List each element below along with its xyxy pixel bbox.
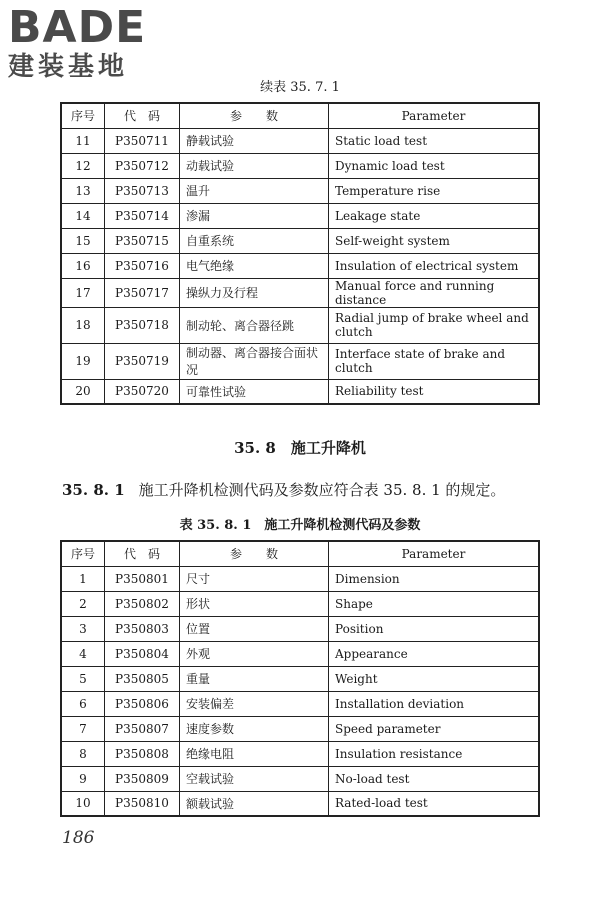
cell-cn: 温升: [180, 178, 329, 203]
table-row: [61, 128, 539, 153]
cell-code: P350715: [105, 228, 180, 253]
cell-no: 11: [61, 128, 105, 153]
cell-cn: 制动轮、离合器径跳: [180, 307, 329, 343]
cell-cn: 可靠性试验: [180, 379, 329, 404]
header-code: 代 码: [105, 541, 180, 566]
cell-code: P350714: [105, 203, 180, 228]
cell-no: 9: [61, 766, 105, 791]
cell-en: Leakage state: [329, 203, 540, 228]
cell-cn: 空载试验: [180, 766, 329, 791]
cell-en: Dimension: [329, 566, 540, 591]
cell-code: P350801: [105, 566, 180, 591]
logo-text-cn: 建装基地: [8, 52, 129, 82]
table-row: [61, 616, 539, 641]
cell-en: Appearance: [329, 641, 540, 666]
cell-cn: 绝缘电阻: [180, 741, 329, 766]
cell-code: P350713: [105, 178, 180, 203]
clause-35-8-1: [62, 479, 562, 500]
cell-cn: 静载试验: [180, 128, 329, 153]
table-row: [61, 691, 539, 716]
cell-cn: 制动器、离合器接合面状况: [180, 343, 329, 379]
cell-code: P350716: [105, 253, 180, 278]
cell-cn: 尺寸: [180, 566, 329, 591]
cell-no: 8: [61, 741, 105, 766]
cell-code: P350717: [105, 278, 180, 307]
cell-en: Insulation of electrical system: [329, 253, 540, 278]
cell-no: 4: [61, 641, 105, 666]
cell-no: 13: [61, 178, 105, 203]
cell-cn: 渗漏: [180, 203, 329, 228]
cell-code: P350810: [105, 791, 180, 816]
header-cn: 参 数: [180, 103, 329, 128]
table-row: [61, 641, 539, 666]
table-row: [61, 566, 539, 591]
cell-en: Self-weight system: [329, 228, 540, 253]
cell-no: 14: [61, 203, 105, 228]
cell-code: P350719: [105, 343, 180, 379]
cell-en: Radial jump of brake wheel and clutch: [329, 307, 540, 343]
cell-en: Weight: [329, 666, 540, 691]
clause-text: 施工升降机检测代码及参数应符合表 35. 8. 1 的规定。: [138, 481, 506, 499]
cell-no: 7: [61, 716, 105, 741]
cell-no: 1: [61, 566, 105, 591]
cell-en: No-load test: [329, 766, 540, 791]
table-row: [61, 591, 539, 616]
cell-en: Position: [329, 616, 540, 641]
cell-code: P350808: [105, 741, 180, 766]
table-row: [61, 716, 539, 741]
table2-caption: 表 35. 8. 1 施工升降机检测代码及参数: [179, 518, 421, 533]
cell-no: 17: [61, 278, 105, 307]
table-row: [61, 153, 539, 178]
cell-cn: 重量: [180, 666, 329, 691]
table-row: [61, 278, 539, 307]
table-row: [61, 343, 539, 379]
table1-header-row: [61, 103, 539, 128]
cell-code: P350720: [105, 379, 180, 404]
header-code: 代 码: [105, 103, 180, 128]
cell-en: Installation deviation: [329, 691, 540, 716]
header-en: Parameter: [329, 541, 540, 566]
cell-no: 10: [61, 791, 105, 816]
cell-code: P350802: [105, 591, 180, 616]
cell-en: Shape: [329, 591, 540, 616]
table-row: [61, 666, 539, 691]
bade-logo: [8, 4, 178, 82]
cell-code: P350712: [105, 153, 180, 178]
cell-code: P350809: [105, 766, 180, 791]
table2-header-row: [61, 541, 539, 566]
cell-no: 19: [61, 343, 105, 379]
cell-cn: 位置: [180, 616, 329, 641]
clause-number: 35. 8. 1: [62, 481, 125, 499]
table-row: [61, 253, 539, 278]
page-number: 186: [62, 828, 95, 848]
table-row: [61, 379, 539, 404]
cell-no: 18: [61, 307, 105, 343]
table1-caption: 续表 35. 7. 1: [260, 80, 340, 95]
cell-en: Speed parameter: [329, 716, 540, 741]
cell-cn: 速度参数: [180, 716, 329, 741]
table-row: [61, 228, 539, 253]
table-row: [61, 203, 539, 228]
table-row: [61, 766, 539, 791]
cell-cn: 自重系统: [180, 228, 329, 253]
cell-no: 6: [61, 691, 105, 716]
cell-cn: 操纵力及行程: [180, 278, 329, 307]
section-title: 35. 8 施工升降机: [234, 439, 366, 457]
cell-en: Static load test: [329, 128, 540, 153]
header-no: 序号: [61, 541, 105, 566]
cell-code: P350711: [105, 128, 180, 153]
cell-code: P350804: [105, 641, 180, 666]
cell-no: 20: [61, 379, 105, 404]
table-row: [61, 791, 539, 816]
cell-no: 2: [61, 591, 105, 616]
cell-en: Interface state of brake and clutch: [329, 343, 540, 379]
table2: [60, 540, 540, 817]
cell-cn: 电气绝缘: [180, 253, 329, 278]
cell-code: P350718: [105, 307, 180, 343]
table-row: [61, 741, 539, 766]
logo-text-en: BADE: [8, 2, 147, 53]
cell-code: P350807: [105, 716, 180, 741]
cell-en: Insulation resistance: [329, 741, 540, 766]
cell-cn: 额载试验: [180, 791, 329, 816]
cell-en: Reliability test: [329, 379, 540, 404]
cell-code: P350803: [105, 616, 180, 641]
cell-no: 12: [61, 153, 105, 178]
cell-code: P350806: [105, 691, 180, 716]
cell-en: Manual force and running distance: [329, 278, 540, 307]
cell-no: 5: [61, 666, 105, 691]
cell-cn: 安装偏差: [180, 691, 329, 716]
cell-no: 16: [61, 253, 105, 278]
cell-cn: 形状: [180, 591, 329, 616]
cell-en: Dynamic load test: [329, 153, 540, 178]
cell-cn: 动载试验: [180, 153, 329, 178]
table1: [60, 102, 540, 405]
header-en: Parameter: [329, 103, 540, 128]
cell-no: 15: [61, 228, 105, 253]
cell-en: Rated-load test: [329, 791, 540, 816]
cell-code: P350805: [105, 666, 180, 691]
cell-en: Temperature rise: [329, 178, 540, 203]
cell-no: 3: [61, 616, 105, 641]
table-row: [61, 178, 539, 203]
cell-cn: 外观: [180, 641, 329, 666]
table-row: [61, 307, 539, 343]
header-no: 序号: [61, 103, 105, 128]
header-cn: 参 数: [180, 541, 329, 566]
